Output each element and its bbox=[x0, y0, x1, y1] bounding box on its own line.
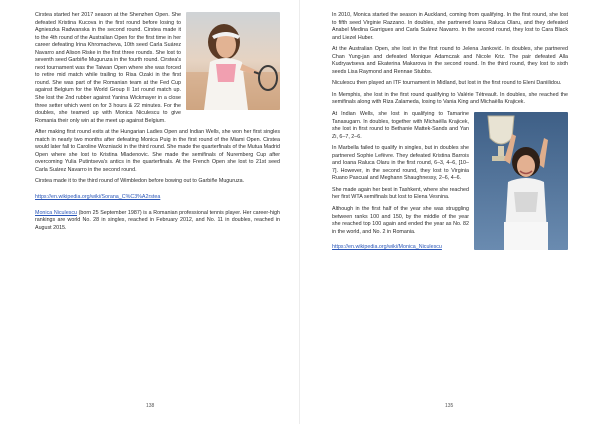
bio-text: (born 25 September 1987) is a Romanian professional tennis player. Her career-high rankings are world No. 28 in singles, reached in February 2012, and No. 11 in doubles, reached in August 2015. bbox=[35, 209, 280, 231]
right-page bbox=[300, 0, 600, 424]
wikipedia-link-sorana[interactable]: https://en.wikipedia.org/wiki/Sorana_C%C3%A2rstea bbox=[35, 194, 161, 201]
bio-name-link[interactable]: Monica Niculescu bbox=[35, 209, 77, 216]
paragraph: At the Australian Open, she lost in the first round to Jelena Janković. In doubles, she partnered Chan Yung-jan and defeated Monique Adamczak and Nicole Kriz. The pair defeated Alla Kudryavtseva and Ekaterina Makarova in the second round. In the third round, they lost to sixth seeds Lisa Raymond and Rennae Stubbs. bbox=[332, 46, 568, 75]
bio-paragraph bbox=[35, 210, 280, 233]
paragraph: Cirstea made it to the third round of Wimbledon before bowing out to Garbiñe Muguruza. bbox=[35, 178, 245, 185]
paragraph: Cirstea started her 2017 season at the Shenzhen Open. She defeated Kristina Kucova in the first round before losing to Agnieszka Radwanska in the second round. Cirstea made it to the 4th round of the Australian Open for the first time in her career defeating Irina Khromacheva, 10th seed Carla Suárez Navarro and Alison Riske in the first three rounds. She lost to seventh seed Garbiñe Muguruza in the fourth round. Cirstea's next tournament was the Taiwan Open where she was forced to retire mid match while trailing to Risa Ozaki in the first round. She was part of the Romanian team at the Fed Cup against Belgium for the World Group II 1st round match up. She lost the 2nd rubber against Yanina Wickmayer in a close three setter which went on for 3 hours & 22 minutes. For the doubles, she teamed up with Monica Niculescu to give Romania their only win at the meet up against Belgium. bbox=[35, 12, 181, 124]
paragraph: In Marbella failed to qualify in singles, but in doubles she partnered Sophie Lefèvre. They defeated Kristina Barrois and Ioana Raluca Olaru in the first round, 6–3, 4–6, [10–7]. However, in the second round, they lost to Virginia Ruano Pascual and Meghann Shaughnessy, 2–6, 4–6. bbox=[332, 145, 469, 182]
paragraph: Although in the first half of the year she was struggling between ranks 100 and 150, by the middle of the year she reached top 100 again and ended the year as No. 82 in the world, and No. 2 in Romania. bbox=[332, 206, 469, 235]
sorana-cirstea-photo bbox=[186, 12, 280, 110]
monica-niculescu-photo bbox=[474, 112, 568, 250]
page-number-left: 138 bbox=[146, 403, 155, 409]
paragraph: She made again her best in Tashkent, where she reached her first WTA semifinals but lost to Elena Vesnina. bbox=[332, 186, 469, 201]
paragraph: In Memphis, she lost in the first round qualifying to Valérie Tétreault. In doubles, she reached the semifinals along with Riza Zalameda, losing to Vania King and Michaëlla Krajicek. bbox=[332, 91, 568, 106]
wikipedia-link-monica[interactable]: https://en.wikipedia.org/wiki/Monica_Niculescu bbox=[332, 244, 442, 251]
paragraph: In 2010, Monica started the season in Auckland, coming from qualifying. In the first round, she lost to fifth seed Virginie Razzano. In doubles, she partnered Ioana Raluca Olaru, and they defeated Anabel Medina Garrigues and Carla Suárez Navarro. In the second round, they lost to Cara Black and Liezel Huber. bbox=[332, 12, 568, 41]
paragraph: Niculescu then played an ITF tournament in Midland, but lost in the first round to Eleni Daniilidou. bbox=[332, 80, 562, 87]
paragraph: At Indian Wells, she lost in qualifying to Tamarine Tanasugarn. In doubles, together with Michaëlla Krajicek, she lost in first round to Bethanie Mattek-Sands and Yan Zi, 6–7, 2–6. bbox=[332, 111, 469, 140]
paragraph: After making first round exits at the Hungarian Ladies Open and Indian Wells, she won her first singles match in nearly two months after defeating Monica Puig in the first round of the Miami Open. Cirstea would later fall to Caroline Wozniacki in the third round. She made the quarterfinals of the Mutua Madrid Open where she lost to Kristina Mladenovic. She made the semifinals of Nuremberg Cup after overcoming Yulia Putintseva's antics in the quarterfinals. At the French Open she lost to 21st seed Carla Suárez Navarro in the second round. bbox=[35, 129, 280, 173]
page-number-right: 135 bbox=[445, 403, 454, 409]
